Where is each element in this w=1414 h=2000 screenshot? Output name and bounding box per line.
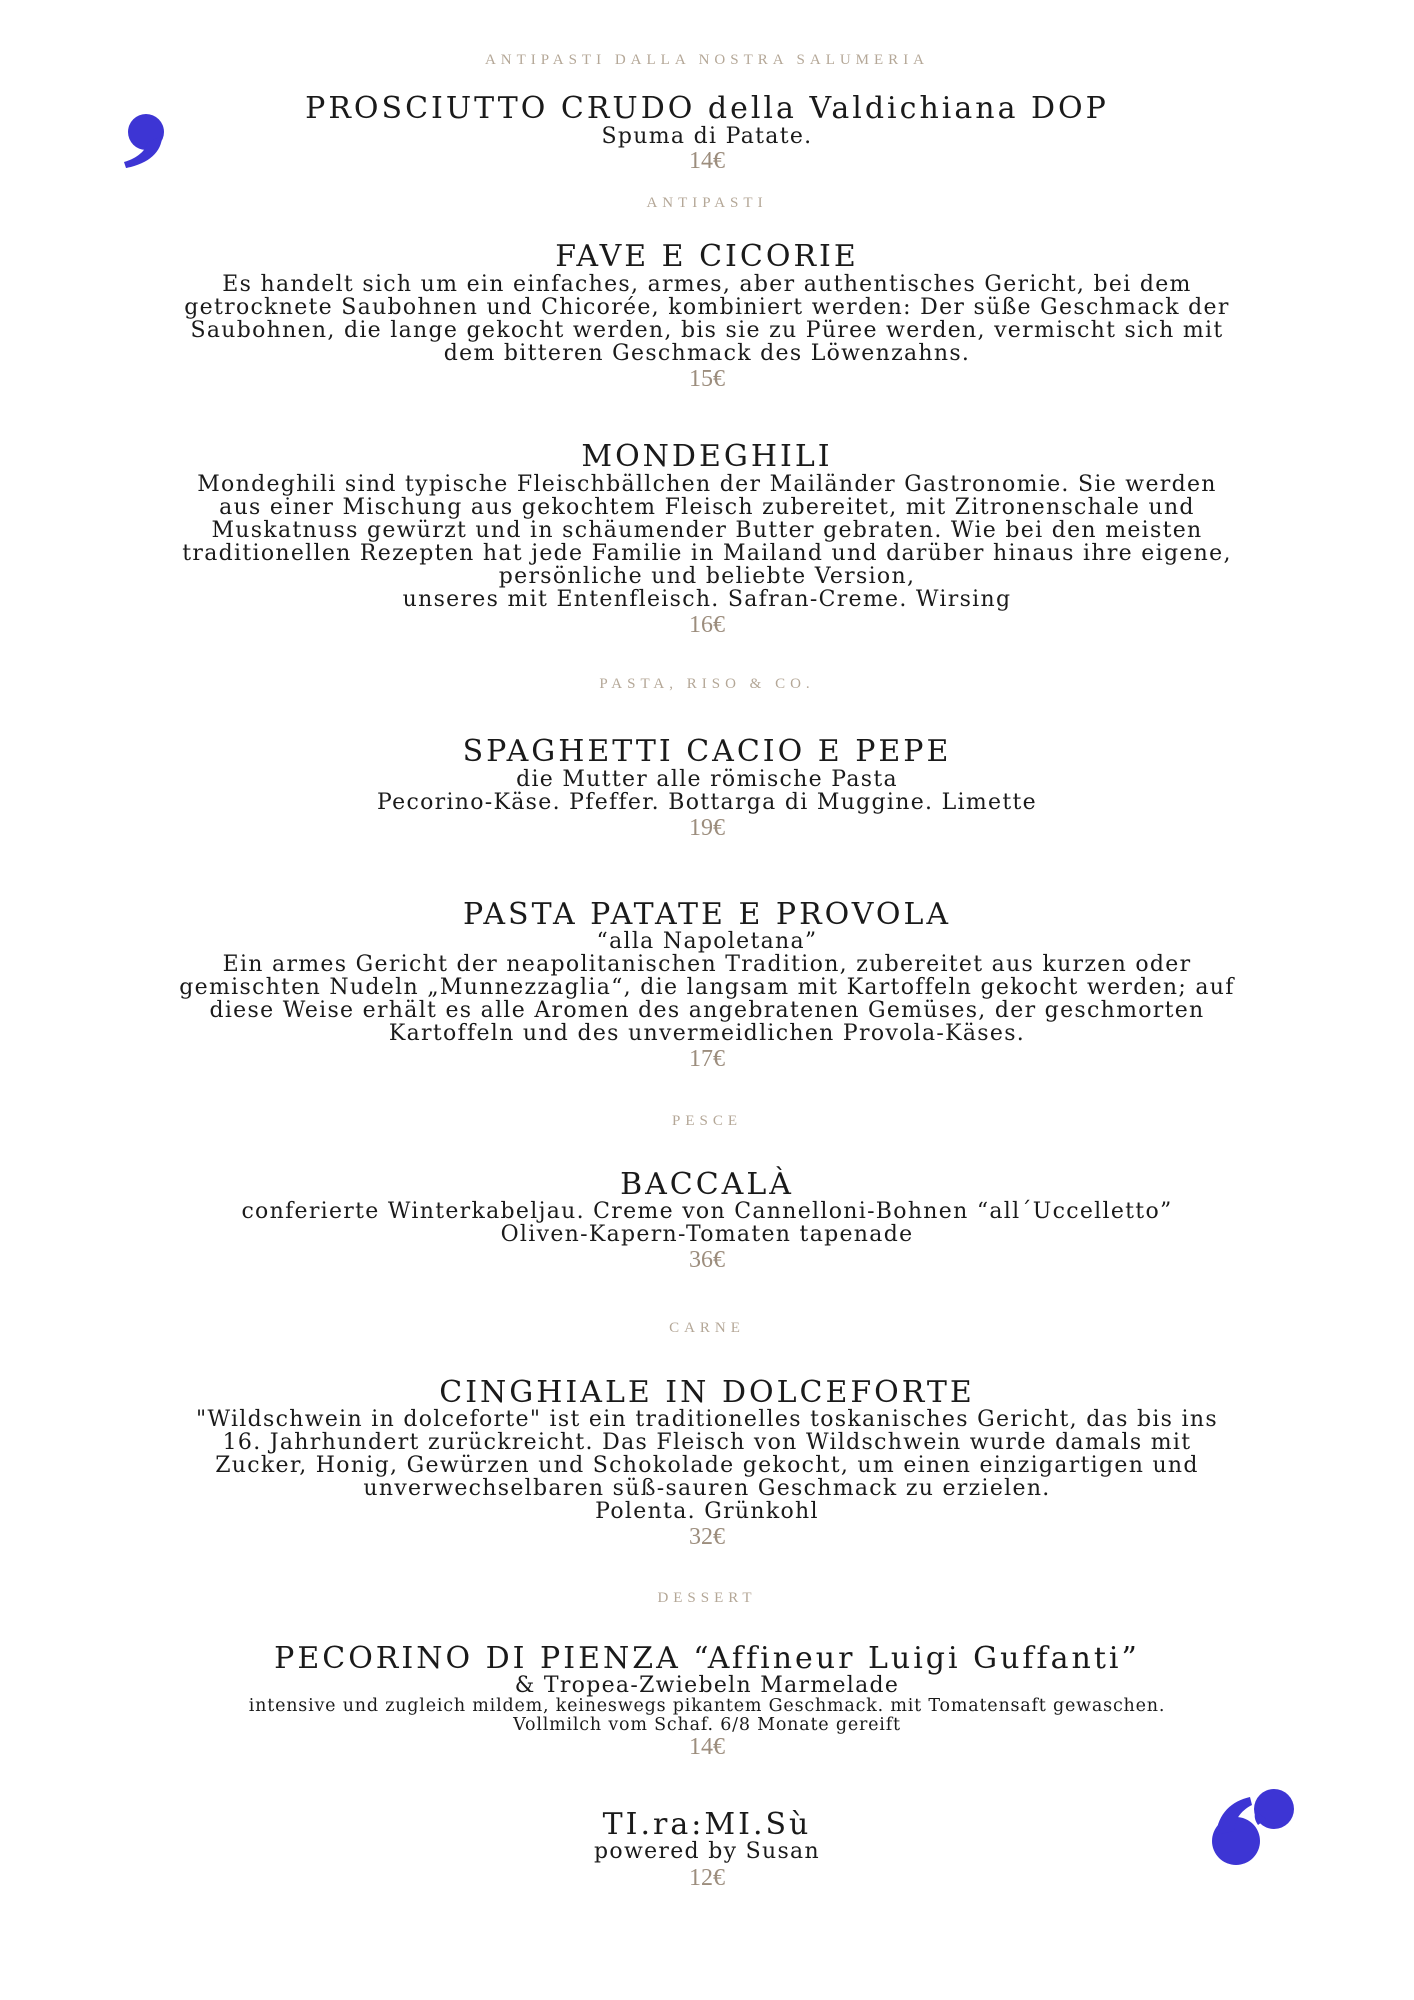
dish-desc-pecorino (140, 1697, 1274, 1735)
dish-price-pecorino: 14€ (689, 1734, 725, 1760)
desc-line: Spuma di Patate. (601, 124, 813, 149)
desc-line: Saubohnen, die lange gekocht werden, bis sie zu Püree werden, vermischt sich mit (190, 318, 1224, 343)
dish-price-baccala: 36€ (689, 1247, 725, 1273)
dish-desc-fave (140, 273, 1274, 365)
desc-line: & Tropea-Zwiebeln Marmelade (514, 1673, 900, 1698)
desc-line: aus einer Mischung aus gekochtem Fleisch zubereitet, mit Zitronenschale und (219, 495, 1195, 520)
dish-price-tiramisu: 12€ (689, 1865, 725, 1891)
dish-desc-baccala (140, 1200, 1274, 1246)
section-dessert: DESSERT (657, 1590, 757, 1606)
desc-line: gemischten Nudeln „Munnezzaglia“, die langsam mit Kartoffeln gekocht werden; auf (179, 975, 1235, 1000)
desc-line: unverwechselbaren süß-sauren Geschmack zu erzielen. (363, 1476, 1051, 1501)
section-pesce: PESCE (671, 1113, 742, 1129)
dish-subtitle-pecorino (140, 1674, 1274, 1697)
dish-title-cinghiale: CINGHIALE IN DOLCEFORTE (439, 1375, 975, 1410)
desc-line: Kartoffeln und des unvermeidlichen Provola-Käses. (388, 1021, 1026, 1046)
dish-title-pecorino: PECORINO DI PIENZA “Affineur Luigi Guffanti” (274, 1641, 1140, 1676)
dish-title-fave: FAVE E CICORIE (555, 239, 859, 274)
desc-line: diese Weise erhält es alle Aromen des angebratenen Gemüses, der geschmorten (209, 998, 1205, 1023)
desc-line: unseres mit Entenfleisch. Safran-Creme. Wirsing (402, 587, 1012, 612)
dish-price-prosciutto: 14€ (689, 148, 725, 174)
dish-price-fave: 15€ (689, 366, 725, 392)
dish-desc-cinghiale (140, 1408, 1274, 1523)
section-carne: CARNE (669, 1320, 745, 1336)
desc-line: "Wildschwein in dolceforte" ist ein traditionelles toskanisches Gericht, das bis ins (196, 1407, 1218, 1432)
dish-desc-prosciutto (140, 125, 1274, 148)
desc-line: Oliven-Kapern-Tomaten tapenade (500, 1222, 914, 1247)
dish-price-cinghiale: 32€ (689, 1524, 725, 1550)
dish-title-baccala: BACCALÀ (620, 1167, 794, 1202)
quote-mark-icon (1210, 1785, 1296, 1869)
desc-line: dem bitteren Geschmack des Löwenzahns. (443, 341, 971, 366)
desc-line: Mondeghili sind typische Fleischbällchen der Mailänder Gastronomie. Sie werden (197, 472, 1217, 497)
desc-line: Zucker, Honig, Gewürzen und Schokolade gekocht, um einen einzigartigen und (215, 1453, 1199, 1478)
desc-line: traditionellen Rezepten hat jede Familie in Mailand und darüber hinaus ihre eigene, (182, 541, 1232, 566)
dish-desc-spaghetti (140, 768, 1274, 814)
dish-title-spaghetti: SPAGHETTI CACIO E PEPE (462, 734, 952, 769)
desc-line: getrocknete Saubohnen und Chicorée, kombiniert werden: Der süße Geschmack der (184, 295, 1230, 320)
dish-title-pasta-patate: PASTA PATATE E PROVOLA (462, 897, 952, 932)
desc-line: powered by Susan (594, 1839, 820, 1864)
desc-line: Polenta. Grünkohl (595, 1499, 819, 1524)
desc-line: Vollmilch vom Schaf. 6/8 Monate gereift (513, 1715, 901, 1735)
dish-title-tiramisu: TI.ra:MI.Sù (602, 1807, 812, 1842)
dish-price-spaghetti: 19€ (689, 815, 725, 841)
desc-line: intensive und zugleich mildem, keineswegs pikantem Geschmack. mit Tomatensaft gewaschen. (248, 1696, 1166, 1716)
desc-line: die Mutter alle römische Pasta (516, 767, 898, 792)
desc-line: Es handelt sich um ein einfaches, armes, aber authentisches Gericht, bei dem (222, 272, 1192, 297)
section-antipasti-salumeria: ANTIPASTI DALLA NOSTRA SALUMERIA (484, 52, 930, 68)
desc-line: Muskatnuss gewürzt und in schäumender Butter gebraten. Wie bei den meisten (211, 518, 1203, 543)
section-antipasti: ANTIPASTI (646, 195, 768, 211)
section-pasta: PASTA, RISO & CO. (599, 676, 815, 692)
desc-line: Ein armes Gericht der neapolitanischen Tradition, zubereitet aus kurzen oder (222, 952, 1192, 977)
desc-line: persönliche und beliebte Version, (498, 564, 916, 589)
dish-desc-pasta-patate (140, 930, 1274, 1045)
dish-desc-mondeghili (140, 473, 1274, 611)
desc-line: “alla Napoletana” (596, 929, 818, 954)
desc-line: conferierte Winterkabeljau. Creme von Cannelloni-Bohnen “all´Uccelletto” (241, 1199, 1173, 1224)
desc-line: 16. Jahrhundert zurückreicht. Das Fleisch von Wildschwein wurde damals mit (222, 1430, 1192, 1455)
desc-line: Pecorino-Käse. Pfeffer. Bottarga di Muggine. Limette (377, 790, 1037, 815)
dish-price-pasta-patate: 17€ (689, 1046, 725, 1072)
dish-desc-tiramisu (140, 1840, 1274, 1863)
dish-title-prosciutto: PROSCIUTTO CRUDO della Valdichiana DOP (305, 91, 1109, 126)
dish-title-mondeghili: MONDEGHILI (581, 439, 833, 474)
dish-price-mondeghili: 16€ (689, 612, 725, 638)
